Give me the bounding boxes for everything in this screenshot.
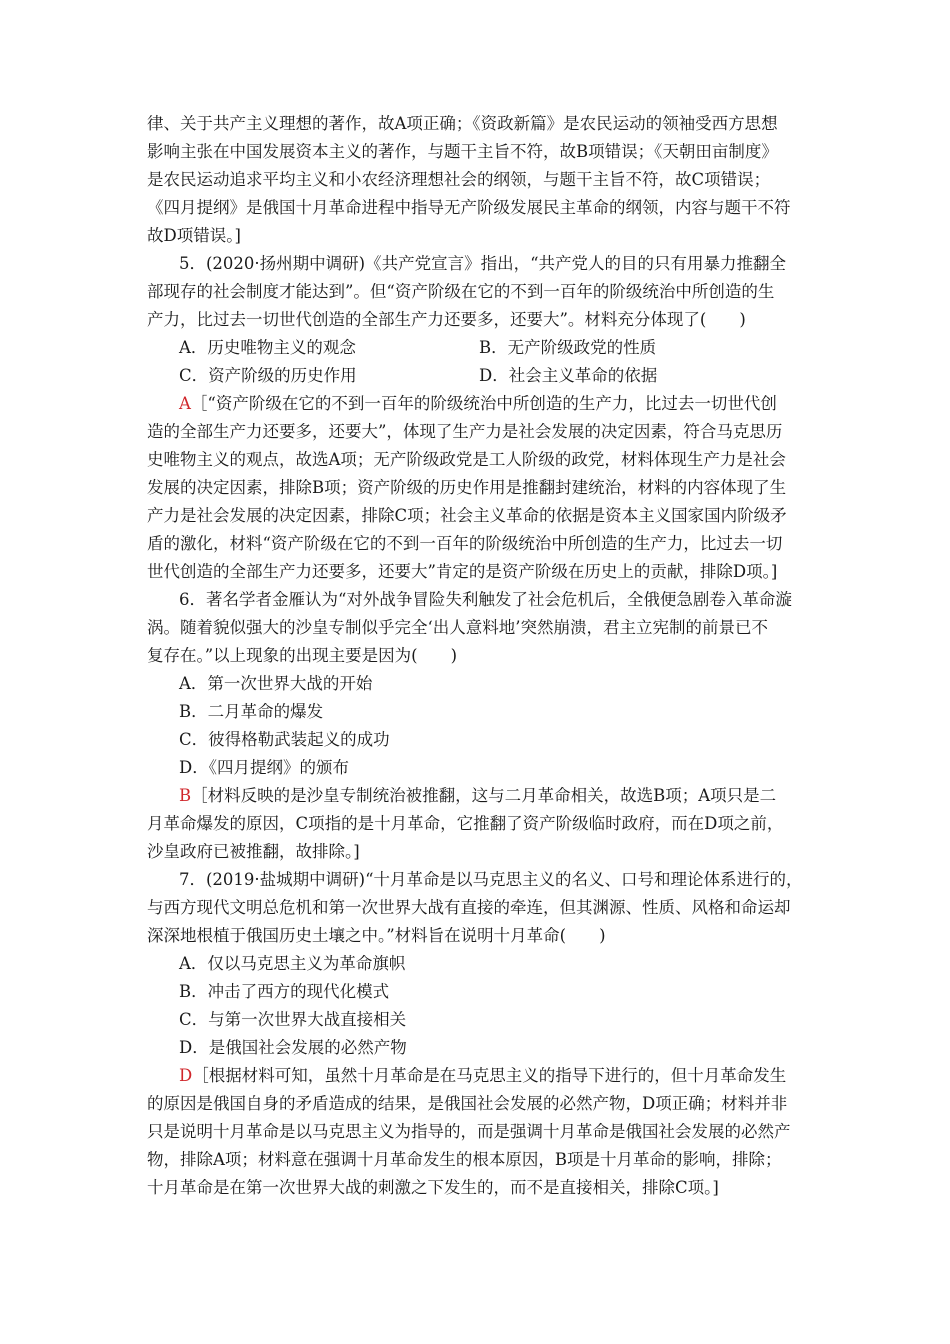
explanation-first-line (147, 390, 815, 418)
question-stem-line: 复存在。”以上现象的出现主要是因为( ) (147, 646, 458, 665)
explanation-line: 只是说明十月革命是以马克思主义为指导的，而是强调十月革命是俄国社会发展的必然产 (147, 1122, 791, 1141)
question-stem-line: 与西方现代文明总危机和第一次世界大战有直接的牵连，但其渊源、性质、风格和命运却 (147, 898, 791, 917)
explanation-line: 物，排除A项；材料意在强调十月革命发生的根本原因，B项是十月革命的影响，排除； (147, 1150, 782, 1169)
option-b: B．冲击了西方的现代化模式 (179, 982, 390, 1001)
question-6 (147, 586, 815, 866)
option-row (147, 334, 815, 362)
text-line: 是农民运动追求平均主义和小农经济理想社会的纲领，与题干主旨不符，故C项错误； (147, 170, 771, 189)
option-a: A．第一次世界大战的开始 (179, 674, 373, 693)
text-line: 律、关于共产主义理想的著作，故A项正确；《资政新篇》是农民运动的领袖受西方思想 (147, 114, 778, 133)
explanation-line: 造的全部生产力还要多，还要大”，体现了生产力是社会发展的决定因素，符合马克思历 (147, 422, 783, 441)
option-b: B．二月革命的爆发 (179, 702, 324, 721)
option-row (147, 362, 815, 390)
explanation-line: 沙皇政府已被推翻，故排除。] (147, 842, 360, 861)
explanation-line: 十月革命是在第一次世界大战的刺激之下发生的，而不是直接相关，排除C项。] (147, 1178, 719, 1197)
explanation-text: ［“资产阶级在它的不到一百年的阶级统治中所创造的生产力，比过去一切世代创 (190, 394, 777, 413)
explanation-line: 史唯物主义的观点，故选A项；无产阶级政党是工人阶级的政党，材料体现生产力是社会 (147, 450, 786, 469)
question-stem-line: 6．著名学者金雁认为“对外战争冒险失利触发了社会危机后，全俄便急剧卷入革命漩 (179, 590, 792, 609)
option-d: D．是俄国社会发展的必然产物 (179, 1038, 407, 1057)
explanation-first-line (147, 1062, 815, 1090)
question-7 (147, 866, 815, 1202)
option-c: C．彼得格勒武装起义的成功 (179, 730, 390, 749)
option-b: B．无产阶级政党的性质 (479, 338, 657, 357)
text-line: 故D项错误。] (147, 226, 241, 245)
answer-letter: A (179, 394, 191, 413)
explanation-line: 产力是社会发展的决定因素，排除C项；社会主义革命的依据是资本主义国家国内阶级矛 (147, 506, 787, 525)
explanation-line: 月革命爆发的原因，C项指的是十月革命，它推翻了资产阶级临时政府，而在D项之前， (147, 814, 784, 833)
question-stem-line: 7．(2019·盐城期中调研)“十月革命是以马克思主义的名义、口号和理论体系进行的， (179, 870, 803, 889)
question-stem-line: 5．(2020·扬州期中调研)《共产党宣言》指出，“共产党人的目的只有用暴力推翻全 (179, 254, 787, 273)
explanation-first-line (147, 782, 815, 810)
option-d: D．社会主义革命的依据 (479, 366, 658, 385)
question-stem-line: 部现存的社会制度才能达到”。但“资产阶级在它的不到一百年的阶级统治中所创造的生 (147, 282, 775, 301)
explanation-text: ［材料反映的是沙皇专制统治被推翻，这与二月革命相关，故选B项；A项只是二 (191, 786, 777, 805)
option-c: C．与第一次世界大战直接相关 (179, 1010, 407, 1029)
question-stem-line: 深深地根植于俄国历史土壤之中。”材料旨在说明十月革命( ) (147, 926, 606, 945)
text-line: 影响主张在中国发展资本主义的著作，与题干主旨不符，故B项错误；《天朝田亩制度》 (147, 142, 778, 161)
option-c: C．资产阶级的历史作用 (179, 366, 357, 385)
q4-explanation-continuation (147, 110, 815, 250)
explanation-line: 发展的决定因素，排除B项；资产阶级的历史作用是推翻封建统治，材料的内容体现了生 (147, 478, 787, 497)
text-line: 《四月提纲》是俄国十月革命进程中指导无产阶级发展民主革命的纲领，内容与题干不符 (147, 198, 791, 217)
question-5 (147, 250, 815, 586)
answer-letter: D (179, 1066, 193, 1085)
option-a: A．历史唯物主义的观念 (179, 338, 356, 357)
explanation-line: 的原因是俄国自身的矛盾造成的结果，是俄国社会发展的必然产物，D项正确；材料并非 (147, 1094, 788, 1113)
question-stem-line: 涡。随着貌似强大的沙皇专制似乎完全‘出人意料地’突然崩溃，君主立宪制的前景已不 (147, 618, 768, 637)
explanation-line: 盾的激化，材料“资产阶级在它的不到一百年的阶级统治中所创造的生产力，比过去一切 (147, 534, 783, 553)
explanation-text: ［根据材料可知，虽然十月革命是在马克思主义的指导下进行的，但十月革命发生 (192, 1066, 787, 1085)
option-d: D．《四月提纲》的颁布 (179, 758, 349, 777)
document-page (147, 110, 815, 1202)
answer-letter: B (179, 786, 192, 805)
option-a: A．仅以马克思主义为革命旗帜 (179, 954, 406, 973)
explanation-line: 世代创造的全部生产力还要多，还要大”肯定的是资产阶级在历史上的贡献，排除D项。] (147, 562, 778, 581)
question-stem-line: 产力，比过去一切世代创造的全部生产力还要多，还要大”。材料充分体现了( ) (147, 310, 746, 329)
